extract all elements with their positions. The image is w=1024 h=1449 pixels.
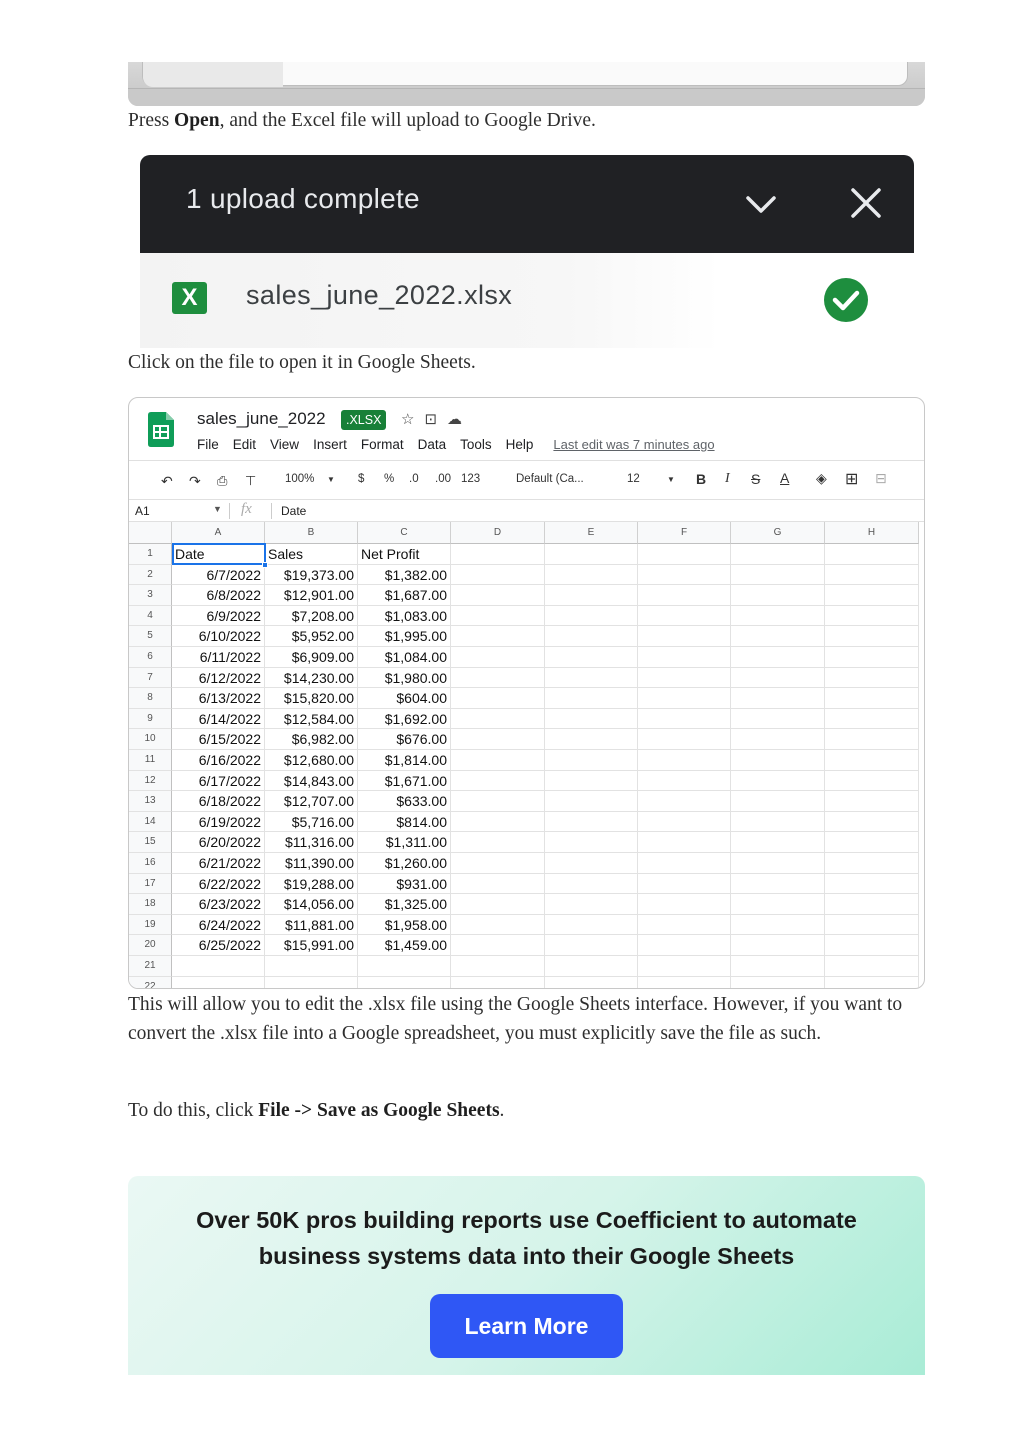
grid-cell[interactable] xyxy=(825,874,919,895)
grid-cell[interactable]: 6/17/2022 xyxy=(172,771,265,792)
grid-cell[interactable] xyxy=(545,853,638,874)
bold-menu-path: File -> Save as Google Sheets xyxy=(258,1100,500,1121)
grid-cell[interactable]: $5,716.00 xyxy=(265,812,358,833)
grid-cell[interactable] xyxy=(638,956,731,977)
grid-cell[interactable] xyxy=(638,606,731,627)
grid-cell[interactable] xyxy=(358,977,451,989)
grid-cell[interactable] xyxy=(451,935,545,956)
grid-cell[interactable] xyxy=(451,729,545,750)
learn-more-button[interactable]: Learn More xyxy=(430,1294,623,1358)
grid-cell[interactable] xyxy=(731,565,825,586)
grid-cell[interactable] xyxy=(825,894,919,915)
star-icon[interactable]: ☆ xyxy=(401,411,425,428)
cta-banner xyxy=(128,1176,925,1375)
row-header[interactable]: 17 xyxy=(129,874,172,895)
grid-cell[interactable]: 6/7/2022 xyxy=(172,565,265,586)
grid-cell[interactable]: $12,707.00 xyxy=(265,791,358,812)
grid-cell[interactable]: 6/19/2022 xyxy=(172,812,265,833)
grid-cell[interactable] xyxy=(825,935,919,956)
grid-cell[interactable] xyxy=(358,956,451,977)
grid-cell[interactable] xyxy=(265,956,358,977)
grid-cell[interactable] xyxy=(451,626,545,647)
row-header[interactable]: 3 xyxy=(129,585,172,606)
column-header-a[interactable]: A xyxy=(172,522,265,544)
cell-selection xyxy=(172,543,266,565)
formula-bar xyxy=(129,500,925,522)
grid-cell[interactable]: 6/23/2022 xyxy=(172,894,265,915)
uploaded-file-name[interactable]: sales_june_2022.xlsx xyxy=(246,280,513,310)
formula-divider xyxy=(271,503,272,519)
grid-cell[interactable] xyxy=(451,832,545,853)
strikethrough-button[interactable]: S xyxy=(751,471,761,487)
grid-cell[interactable]: $676.00 xyxy=(358,729,451,750)
grid-cell[interactable] xyxy=(825,956,919,977)
grid-cell[interactable] xyxy=(638,874,731,895)
fx-icon: fx xyxy=(241,501,252,517)
grid-cell[interactable]: 6/24/2022 xyxy=(172,915,265,936)
grid-cell[interactable] xyxy=(545,647,638,668)
grid-cell[interactable] xyxy=(638,791,731,812)
grid-cell[interactable] xyxy=(545,668,638,689)
grid-cell[interactable] xyxy=(638,626,731,647)
grid-cell[interactable] xyxy=(172,956,265,977)
grid-cell[interactable]: 6/13/2022 xyxy=(172,688,265,709)
grid-cell[interactable] xyxy=(545,935,638,956)
grid-cell[interactable] xyxy=(731,977,825,989)
grid-cell[interactable] xyxy=(638,977,731,989)
grid-cell[interactable] xyxy=(638,585,731,606)
row-header[interactable]: 19 xyxy=(129,915,172,936)
zoom-select[interactable]: 100% xyxy=(285,473,315,485)
grid-cell[interactable] xyxy=(731,688,825,709)
grid-cell[interactable] xyxy=(731,647,825,668)
menu-view[interactable]: View xyxy=(270,437,300,452)
grid-cell[interactable]: $15,991.00 xyxy=(265,935,358,956)
grid-cell[interactable]: $11,316.00 xyxy=(265,832,358,853)
grid-cell[interactable] xyxy=(545,565,638,586)
column-header-f[interactable]: F xyxy=(638,522,731,544)
row-header[interactable]: 10 xyxy=(129,729,172,750)
grid-cell[interactable]: 6/25/2022 xyxy=(172,935,265,956)
move-folder-icon[interactable]: ⊡ xyxy=(424,411,448,428)
grid-cell[interactable]: $1,084.00 xyxy=(358,647,451,668)
grid-cell[interactable] xyxy=(638,894,731,915)
grid-cell[interactable]: 6/10/2022 xyxy=(172,626,265,647)
file-type-badge: .XLSX xyxy=(341,410,386,430)
row-header[interactable]: 9 xyxy=(129,709,172,730)
grid-cell[interactable]: $11,390.00 xyxy=(265,853,358,874)
grid-cell[interactable] xyxy=(451,853,545,874)
grid-cell[interactable]: 6/22/2022 xyxy=(172,874,265,895)
grid-cell[interactable]: 6/16/2022 xyxy=(172,750,265,771)
menu-bar xyxy=(197,437,729,452)
paragraph-press-open: Press Open, and the Excel file will upload to Google Drive. xyxy=(128,110,596,131)
row-header[interactable]: 20 xyxy=(129,935,172,956)
grid-cell[interactable]: $1,980.00 xyxy=(358,668,451,689)
grid-cell[interactable] xyxy=(825,585,919,606)
grid-cell[interactable] xyxy=(825,606,919,627)
grid-cell[interactable] xyxy=(825,688,919,709)
row-header[interactable]: 6 xyxy=(129,647,172,668)
grid-cell[interactable] xyxy=(825,812,919,833)
column-header-e[interactable]: E xyxy=(545,522,638,544)
grid-cell[interactable] xyxy=(638,565,731,586)
grid-cell[interactable]: $12,584.00 xyxy=(265,709,358,730)
increase-decimal-button[interactable]: .00 xyxy=(435,473,451,485)
grid-cell[interactable] xyxy=(451,606,545,627)
grid-cell[interactable]: $931.00 xyxy=(358,874,451,895)
bold-open: Open xyxy=(174,110,220,131)
grid-cell[interactable] xyxy=(731,750,825,771)
column-header-b[interactable]: B xyxy=(265,522,358,544)
grid-cell[interactable] xyxy=(638,729,731,750)
grid-cell[interactable]: $1,687.00 xyxy=(358,585,451,606)
grid-cell[interactable] xyxy=(545,750,638,771)
grid-cell[interactable]: $15,820.00 xyxy=(265,688,358,709)
column-header-g[interactable]: G xyxy=(731,522,825,544)
grid-cell[interactable] xyxy=(545,915,638,936)
grid-cell[interactable]: 6/14/2022 xyxy=(172,709,265,730)
menu-help[interactable]: Help xyxy=(505,437,534,452)
grid-cell[interactable] xyxy=(451,791,545,812)
toolbar xyxy=(129,460,925,500)
grid-cell[interactable] xyxy=(545,585,638,606)
grid-cell[interactable] xyxy=(731,544,825,565)
row-header[interactable]: 2 xyxy=(129,565,172,586)
grid-cell[interactable]: 6/20/2022 xyxy=(172,832,265,853)
name-box[interactable]: A1 xyxy=(135,504,150,518)
grid-cell[interactable] xyxy=(638,832,731,853)
row-header[interactable]: 13 xyxy=(129,791,172,812)
grid-cell[interactable]: 6/12/2022 xyxy=(172,668,265,689)
more-formats-button[interactable]: 123 xyxy=(461,473,481,485)
grid-cell[interactable] xyxy=(731,771,825,792)
grid-cell[interactable] xyxy=(731,668,825,689)
uploaded-file-row[interactable] xyxy=(140,253,914,348)
merge-cells-icon[interactable]: ⊟ xyxy=(875,470,887,486)
grid-cell[interactable] xyxy=(545,874,638,895)
grid-cell[interactable]: $1,083.00 xyxy=(358,606,451,627)
grid-cell[interactable] xyxy=(638,771,731,792)
grid-cell[interactable] xyxy=(638,935,731,956)
grid-cell[interactable] xyxy=(638,750,731,771)
grid-cell[interactable] xyxy=(451,874,545,895)
grid-cell[interactable] xyxy=(731,915,825,936)
check-circle-icon xyxy=(823,277,869,323)
close-icon[interactable] xyxy=(848,185,884,221)
grid-cell[interactable] xyxy=(638,709,731,730)
google-sheets-logo-icon xyxy=(148,412,174,447)
upload-panel-header xyxy=(140,155,914,253)
grid-cell[interactable] xyxy=(825,544,919,565)
grid-cell[interactable]: $14,230.00 xyxy=(265,668,358,689)
cropped-screenshot-top xyxy=(128,62,925,106)
grid-cell[interactable] xyxy=(545,626,638,647)
paint-format-icon[interactable]: ⊤ xyxy=(245,473,257,488)
grid-cell[interactable] xyxy=(731,709,825,730)
row-header[interactable]: 22 xyxy=(129,977,172,989)
grid-cell[interactable] xyxy=(451,956,545,977)
grid-cell[interactable]: $1,459.00 xyxy=(358,935,451,956)
grid-cell[interactable] xyxy=(731,585,825,606)
grid-cell[interactable] xyxy=(825,626,919,647)
grid-cell[interactable]: $1,671.00 xyxy=(358,771,451,792)
menu-tools[interactable]: Tools xyxy=(460,437,492,452)
grid-cell[interactable]: 6/9/2022 xyxy=(172,606,265,627)
title-actions xyxy=(401,410,472,428)
grid-cell[interactable] xyxy=(825,977,919,989)
fill-handle[interactable] xyxy=(262,562,268,568)
grid-cell[interactable] xyxy=(638,668,731,689)
grid-cell[interactable] xyxy=(545,544,638,565)
grid-cell[interactable] xyxy=(731,791,825,812)
grid-cell[interactable]: $1,325.00 xyxy=(358,894,451,915)
grid-cell[interactable] xyxy=(731,729,825,750)
header-cell[interactable]: Net Profit xyxy=(358,544,451,565)
redo-icon[interactable]: ↷ xyxy=(189,473,201,489)
document-title[interactable]: sales_june_2022 xyxy=(197,409,326,428)
grid-cell[interactable] xyxy=(731,956,825,977)
upload-panel-title: 1 upload complete xyxy=(186,183,420,214)
grid-cell[interactable] xyxy=(638,544,731,565)
excel-file-icon: X xyxy=(172,282,207,314)
grid-cell[interactable]: $1,311.00 xyxy=(358,832,451,853)
grid-cell[interactable] xyxy=(731,812,825,833)
grid-cell[interactable] xyxy=(451,812,545,833)
grid-cell[interactable]: $1,382.00 xyxy=(358,565,451,586)
row-header[interactable]: 16 xyxy=(129,853,172,874)
row-header[interactable]: 5 xyxy=(129,626,172,647)
grid-cell[interactable] xyxy=(825,771,919,792)
last-edit-link[interactable]: Last edit was 7 minutes ago xyxy=(553,437,715,452)
grid-cell[interactable]: $12,901.00 xyxy=(265,585,358,606)
row-header[interactable]: 12 xyxy=(129,771,172,792)
grid-cell[interactable]: $1,814.00 xyxy=(358,750,451,771)
grid-cell[interactable] xyxy=(825,791,919,812)
header-cell[interactable]: Sales xyxy=(265,544,358,565)
grid-cell[interactable] xyxy=(731,935,825,956)
paragraph-edit-xlsx: This will allow you to edit the .xlsx file using the Google Sheets interface. However, if you want to convert the .xlsx file into a Google spreadsheet, you must explicitly save the file as such. xyxy=(128,994,903,1044)
grid-cell[interactable] xyxy=(545,729,638,750)
grid-cell[interactable] xyxy=(545,812,638,833)
menu-edit[interactable]: Edit xyxy=(232,437,257,452)
grid-cell[interactable] xyxy=(172,977,265,989)
name-box-chevron-icon[interactable]: ▼ xyxy=(213,504,222,514)
cta-headline: Over 50K pros building reports use Coefficient to automate business systems data into their Google Sheets xyxy=(196,1207,857,1269)
grid-cell[interactable]: $7,208.00 xyxy=(265,606,358,627)
grid-cell[interactable]: $19,288.00 xyxy=(265,874,358,895)
grid-cell[interactable] xyxy=(638,853,731,874)
grid-cell[interactable]: $1,995.00 xyxy=(358,626,451,647)
grid-cell[interactable] xyxy=(825,729,919,750)
grid-cell[interactable] xyxy=(731,853,825,874)
grid-cell[interactable] xyxy=(451,915,545,936)
google-sheets-screenshot xyxy=(128,397,925,989)
grid-cell[interactable] xyxy=(545,771,638,792)
row-header[interactable]: 11 xyxy=(129,750,172,771)
zoom-chevron-icon[interactable]: ▼ xyxy=(327,475,335,484)
grid-cell[interactable]: $604.00 xyxy=(358,688,451,709)
formula-divider xyxy=(229,503,230,519)
dialog-sidebar-fragment xyxy=(143,62,283,87)
grid-cell[interactable]: 6/18/2022 xyxy=(172,791,265,812)
grid-cell[interactable] xyxy=(731,626,825,647)
paragraph-click-file: Click on the file to open it in Google Sheets. xyxy=(128,352,476,373)
undo-icon[interactable]: ↶ xyxy=(161,473,173,489)
font-size-chevron-icon[interactable]: ▼ xyxy=(667,475,675,484)
row-header[interactable]: 8 xyxy=(129,688,172,709)
grid-cell[interactable] xyxy=(731,874,825,895)
row-header[interactable]: 18 xyxy=(129,894,172,915)
select-all-corner[interactable] xyxy=(129,522,172,544)
percent-button[interactable]: % xyxy=(384,473,395,485)
grid-cell[interactable]: 6/21/2022 xyxy=(172,853,265,874)
chevron-down-icon[interactable] xyxy=(744,189,778,219)
row-header[interactable]: 14 xyxy=(129,812,172,833)
grid-cell[interactable] xyxy=(825,709,919,730)
grid-cell[interactable] xyxy=(451,977,545,989)
grid-cell[interactable] xyxy=(545,606,638,627)
grid-cell[interactable] xyxy=(451,544,545,565)
grid-cell[interactable] xyxy=(545,956,638,977)
grid-cell[interactable] xyxy=(638,812,731,833)
grid-cell[interactable] xyxy=(451,647,545,668)
row-header[interactable]: 4 xyxy=(129,606,172,627)
column-header-d[interactable]: D xyxy=(451,522,545,544)
row-header[interactable]: 1 xyxy=(129,544,172,565)
column-header-h[interactable]: H xyxy=(825,522,919,544)
grid-cell[interactable] xyxy=(825,853,919,874)
grid-cell[interactable] xyxy=(545,832,638,853)
menu-insert[interactable]: Insert xyxy=(313,437,347,452)
grid-cell[interactable] xyxy=(545,688,638,709)
grid-cell[interactable] xyxy=(451,688,545,709)
menu-format[interactable]: Format xyxy=(360,437,404,452)
decrease-decimal-button[interactable]: .0 xyxy=(409,473,419,485)
grid-cell[interactable] xyxy=(638,915,731,936)
formula-input[interactable]: Date xyxy=(281,504,307,518)
grid-cell[interactable] xyxy=(265,977,358,989)
paragraph-save-as: To do this, click File -> Save as Google Sheets. xyxy=(128,1100,505,1121)
grid-cell[interactable] xyxy=(451,750,545,771)
grid-cell[interactable] xyxy=(451,585,545,606)
print-icon[interactable]: ⎙ xyxy=(217,473,228,488)
fill-color-icon[interactable]: ◈ xyxy=(816,470,827,486)
grid-cell[interactable]: $814.00 xyxy=(358,812,451,833)
font-size-select[interactable]: 12 xyxy=(627,473,640,485)
grid-cell[interactable] xyxy=(545,709,638,730)
grid-cell[interactable] xyxy=(451,668,545,689)
grid-cell[interactable]: $6,982.00 xyxy=(265,729,358,750)
grid-cell[interactable] xyxy=(731,832,825,853)
grid-cell[interactable] xyxy=(638,647,731,668)
grid-cell[interactable]: 6/11/2022 xyxy=(172,647,265,668)
grid-cell[interactable] xyxy=(731,894,825,915)
grid-cell[interactable] xyxy=(545,791,638,812)
grid-cell[interactable] xyxy=(638,688,731,709)
borders-icon[interactable]: ⊞ xyxy=(845,471,859,488)
grid-cell[interactable] xyxy=(545,977,638,989)
grid-cell[interactable]: $14,843.00 xyxy=(265,771,358,792)
column-header-c[interactable]: C xyxy=(358,522,451,544)
grid-cell[interactable] xyxy=(451,894,545,915)
grid-cell[interactable] xyxy=(451,709,545,730)
grid-cell[interactable]: $11,881.00 xyxy=(265,915,358,936)
grid-cell[interactable] xyxy=(825,750,919,771)
bold-button[interactable]: B xyxy=(696,471,707,487)
upload-complete-panel xyxy=(140,155,914,348)
grid-cell[interactable] xyxy=(825,915,919,936)
row-header[interactable]: 21 xyxy=(129,956,172,977)
grid-cell[interactable]: $6,909.00 xyxy=(265,647,358,668)
file-dialog-fragment xyxy=(142,62,908,86)
grid-cell[interactable] xyxy=(451,565,545,586)
grid-cell[interactable] xyxy=(731,606,825,627)
currency-button[interactable]: $ xyxy=(358,473,365,485)
dialog-bottom-bar xyxy=(128,88,925,106)
grid-cell[interactable]: 6/8/2022 xyxy=(172,585,265,606)
grid-cell[interactable]: $633.00 xyxy=(358,791,451,812)
grid-cell[interactable]: $12,680.00 xyxy=(265,750,358,771)
font-select[interactable]: Default (Ca... xyxy=(516,473,584,485)
grid-cell[interactable]: $5,952.00 xyxy=(265,626,358,647)
grid-cell[interactable] xyxy=(451,771,545,792)
italic-button[interactable]: I xyxy=(725,471,730,486)
header-cell[interactable]: Date xyxy=(172,544,265,565)
menu-data[interactable]: Data xyxy=(417,437,447,452)
grid-cell[interactable]: $1,958.00 xyxy=(358,915,451,936)
grid-cell[interactable] xyxy=(825,565,919,586)
grid-cell[interactable]: 6/15/2022 xyxy=(172,729,265,750)
grid-cell[interactable] xyxy=(825,647,919,668)
grid-cell[interactable] xyxy=(825,668,919,689)
row-header[interactable]: 15 xyxy=(129,832,172,853)
grid-cell[interactable]: $19,373.00 xyxy=(265,565,358,586)
menu-file[interactable]: File xyxy=(197,437,219,452)
row-header[interactable]: 7 xyxy=(129,668,172,689)
grid-cell[interactable]: $14,056.00 xyxy=(265,894,358,915)
grid-cell[interactable]: $1,260.00 xyxy=(358,853,451,874)
grid-cell[interactable] xyxy=(545,894,638,915)
grid-cell[interactable]: $1,692.00 xyxy=(358,709,451,730)
grid-cell[interactable] xyxy=(825,832,919,853)
text-color-button[interactable]: A xyxy=(780,470,790,486)
cloud-status-icon[interactable]: ☁ xyxy=(447,411,473,428)
